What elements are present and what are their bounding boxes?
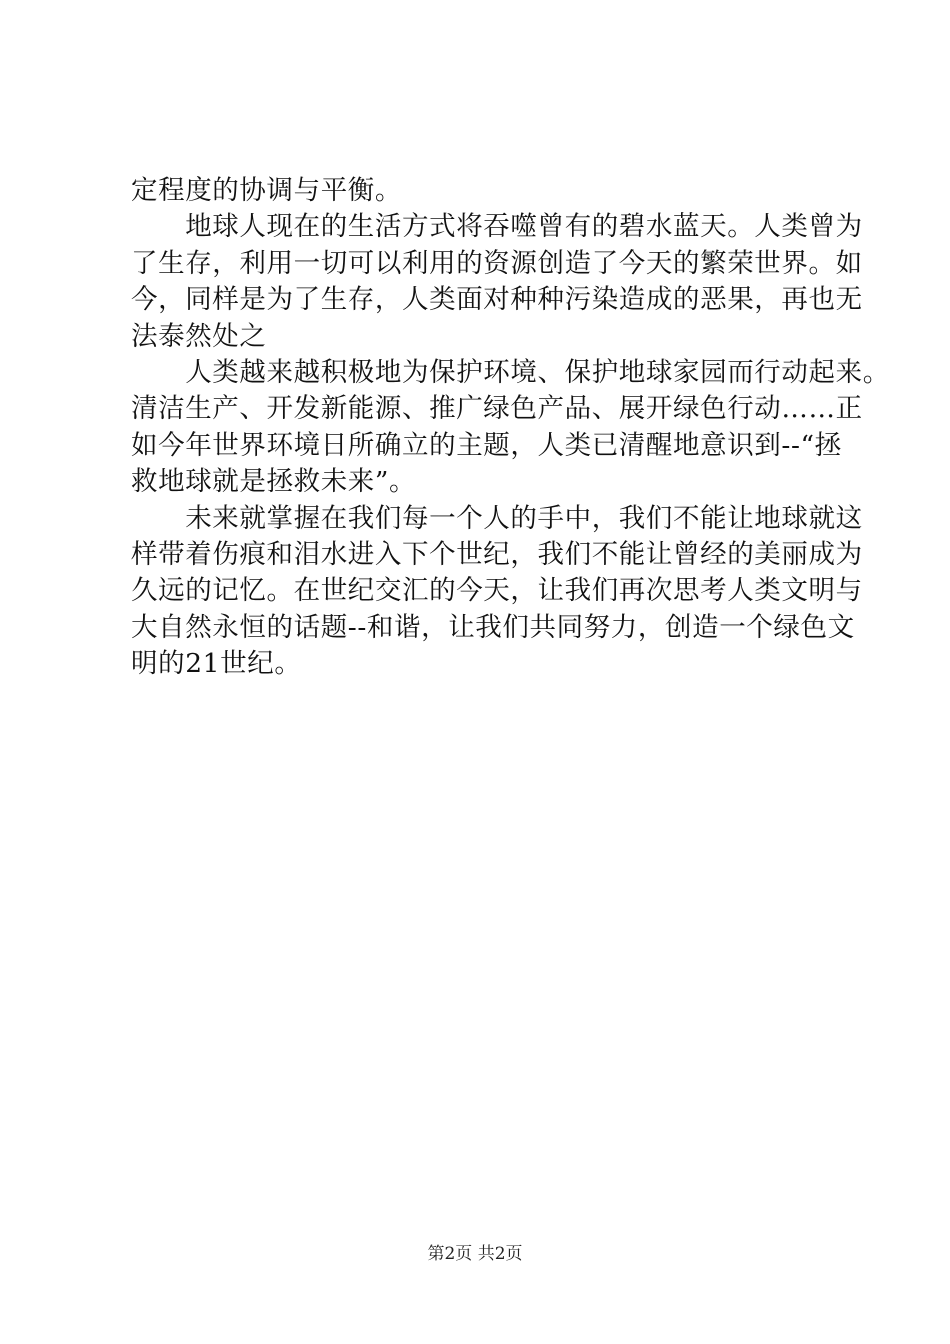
text-line: 如今年世界环境日所确立的主题，人类已清醒地意识到--“拯 bbox=[131, 429, 842, 461]
text-line: 样带着伤痕和泪水进入下个世纪，我们不能让曾经的美丽成为 bbox=[131, 538, 863, 570]
text-line: 救地球就是拯救未来”。 bbox=[131, 466, 417, 498]
document-body bbox=[131, 173, 890, 682]
text-line: 了生存，利用一切可以利用的资源创造了今天的繁荣世界。如 bbox=[131, 247, 863, 279]
text-line: 今，同样是为了生存，人类面对种种污染造成的恶果，再也无 bbox=[131, 284, 863, 316]
text-line: 久远的记忆。在世纪交汇的今天，让我们再次思考人类文明与 bbox=[131, 575, 863, 607]
text-line: 法泰然处之 bbox=[131, 320, 267, 352]
text-line: 大自然永恒的话题--和谐，让我们共同努力，创造一个绿色文 bbox=[131, 611, 855, 643]
text-line: 未来就掌握在我们每一个人的手中，我们不能让地球就这 bbox=[131, 502, 863, 534]
text-line: 定程度的协调与平衡。 bbox=[131, 175, 402, 206]
page-number-footer: 第2页 共2页 bbox=[427, 1244, 523, 1264]
text-line: 地球人现在的生活方式将吞噬曾有的碧水蓝天。人类曾为 bbox=[131, 211, 863, 243]
text-line: 人类越来越积极地为保护环境、保护地球家园而行动起来。 bbox=[131, 356, 890, 388]
text-line: 明的21世纪。 bbox=[131, 648, 302, 680]
text-line: 清洁生产、开发新能源、推广绿色产品、展开绿色行动……正 bbox=[131, 393, 863, 425]
